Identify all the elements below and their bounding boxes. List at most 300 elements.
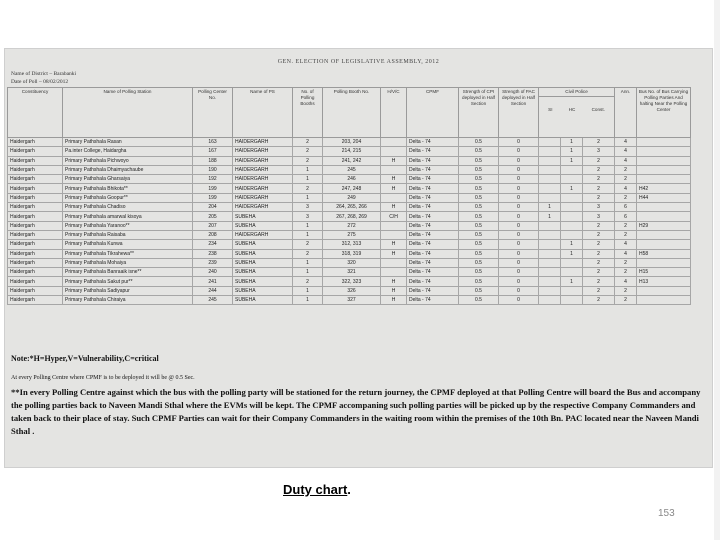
table-cell xyxy=(561,286,583,295)
table-cell: SUBEHA xyxy=(233,258,293,267)
table-cell: Haidergarh xyxy=(8,212,63,221)
table-cell: 264, 265, 266 xyxy=(323,203,381,212)
table-cell: H xyxy=(381,184,407,193)
table-cell xyxy=(561,230,583,239)
table-cell: C/H xyxy=(381,212,407,221)
table-cell xyxy=(637,240,691,249)
table-cell: Haidergarh xyxy=(8,221,63,230)
table-cell: Delta - 74 xyxy=(407,165,459,174)
table-cell: 2 xyxy=(615,268,637,277)
table-row xyxy=(8,221,691,230)
note-cpmf: At every Polling Centre where CPMF is to be deployed it will be @ 0.5 Sec. xyxy=(11,375,195,381)
header-cell: Strength of CPI deployed in Half Section xyxy=(459,88,499,138)
table-row xyxy=(8,147,691,156)
table-cell: H29 xyxy=(637,221,691,230)
table-cell: 2 xyxy=(293,240,323,249)
table-cell: 2 xyxy=(615,286,637,295)
table-cell: 0 xyxy=(499,175,539,184)
table-cell: 234 xyxy=(193,240,233,249)
note-bus-instructions: **In every Polling Centre against which the bus with the polling party will be stationed for the return journey, the CPMF deployed at that Polling Centre will board the Bus and accompany the polling parties back to Naveen Mandi Sthal where the EVMs will be kept. The CPMF accompaning such polling parties will be picked up by the respective Company Commanders and taken back to their place of stay. Such CPMF Parties can wait for their Company Commanders in the waiting room within the premises of the 10th Bn. PAC located near the Naveen Mandi Sthal . xyxy=(11,387,701,436)
table-cell xyxy=(637,203,691,212)
table-cell: 0.5 xyxy=(459,221,499,230)
table-cell: 0 xyxy=(499,240,539,249)
table-cell: HAIDERGARH xyxy=(233,165,293,174)
table-cell: 0 xyxy=(499,147,539,156)
table-cell: 6 xyxy=(615,203,637,212)
table-cell xyxy=(381,138,407,147)
table-cell: 4 xyxy=(615,184,637,193)
table-cell xyxy=(539,165,561,174)
table-cell xyxy=(637,175,691,184)
table-cell: HAIDERGARH xyxy=(233,230,293,239)
table-cell xyxy=(539,193,561,202)
table-cell xyxy=(561,296,583,305)
table-cell: SUBEHA xyxy=(233,268,293,277)
table-cell: 4 xyxy=(615,249,637,258)
table-cell xyxy=(539,230,561,239)
table-cell: 2 xyxy=(615,258,637,267)
table-cell: 0 xyxy=(499,286,539,295)
table-row xyxy=(8,203,691,212)
table-row xyxy=(8,175,691,184)
table-cell xyxy=(561,258,583,267)
table-cell: Primary Pathshala Sakut pur** xyxy=(63,277,193,286)
table-cell: 1 xyxy=(561,240,583,249)
table-cell: Primary Pathshala Tikrahewa** xyxy=(63,249,193,258)
header-cell: Ann. xyxy=(615,88,637,138)
table-cell: 1 xyxy=(561,138,583,147)
table-cell: 245 xyxy=(193,296,233,305)
table-cell: Haidergarh xyxy=(8,240,63,249)
table-cell: 1 xyxy=(293,175,323,184)
table-cell: HAIDERGARH xyxy=(233,147,293,156)
table-cell: HAIDERGARH xyxy=(233,203,293,212)
table-cell: 2 xyxy=(583,249,615,258)
table-cell: Delta - 74 xyxy=(407,221,459,230)
table-cell: 4 xyxy=(615,147,637,156)
table-cell: Primary Pathshala Chiraiya xyxy=(63,296,193,305)
table-cell xyxy=(539,296,561,305)
table-cell: Delta - 74 xyxy=(407,277,459,286)
table-cell: 2 xyxy=(583,138,615,147)
table-cell: SUBEHA xyxy=(233,221,293,230)
table-cell xyxy=(539,138,561,147)
table-cell xyxy=(561,203,583,212)
header-cell: Name of Polling Station xyxy=(63,88,193,138)
table-cell: 2 xyxy=(583,277,615,286)
table-cell: 1 xyxy=(561,147,583,156)
table-cell: 0.5 xyxy=(459,156,499,165)
table-cell: Delta - 74 xyxy=(407,184,459,193)
table-cell: 312, 313 xyxy=(323,240,381,249)
table-cell: 3 xyxy=(293,203,323,212)
table-cell: 1 xyxy=(561,184,583,193)
table-cell xyxy=(539,258,561,267)
table-cell: 1 xyxy=(293,296,323,305)
table-cell: Haidergarh xyxy=(8,193,63,202)
table-cell: 1 xyxy=(539,212,561,221)
table-cell: Primary Pathshala Rasan xyxy=(63,138,193,147)
table-cell: Delta - 74 xyxy=(407,212,459,221)
table-cell: 0.5 xyxy=(459,286,499,295)
table-cell: 321 xyxy=(323,268,381,277)
table-cell: 199 xyxy=(193,184,233,193)
table-row xyxy=(8,184,691,193)
table-cell: 0 xyxy=(499,212,539,221)
table-cell: 0 xyxy=(499,138,539,147)
table-cell: 3 xyxy=(583,203,615,212)
table-cell xyxy=(539,221,561,230)
header-cell: CPMF xyxy=(407,88,459,138)
table-cell: 272 xyxy=(323,221,381,230)
table-cell: 2 xyxy=(615,296,637,305)
table-cell: Primary Pathshala amarwal kisoya xyxy=(63,212,193,221)
table-cell: 2 xyxy=(293,184,323,193)
slide-caption xyxy=(283,482,351,497)
table-cell: 2 xyxy=(615,221,637,230)
table-cell: 0 xyxy=(499,277,539,286)
table-cell: 322, 323 xyxy=(323,277,381,286)
table-cell: 2 xyxy=(615,165,637,174)
civil-police-header xyxy=(539,88,615,138)
table-cell: 2 xyxy=(293,138,323,147)
table-cell: H44 xyxy=(637,193,691,202)
table-cell: 0.5 xyxy=(459,165,499,174)
table-cell: Delta - 74 xyxy=(407,138,459,147)
table-cell: Delta - 74 xyxy=(407,240,459,249)
table-cell: 0.5 xyxy=(459,230,499,239)
table-cell: 0.5 xyxy=(459,212,499,221)
table-cell: 2 xyxy=(583,240,615,249)
table-cell: Delta - 74 xyxy=(407,175,459,184)
table-cell xyxy=(637,296,691,305)
table-cell: 0 xyxy=(499,296,539,305)
table-cell: 1 xyxy=(293,258,323,267)
table-cell: 1 xyxy=(561,156,583,165)
table-cell: 0 xyxy=(499,156,539,165)
table-cell: 0.5 xyxy=(459,147,499,156)
table-row xyxy=(8,230,691,239)
table-cell xyxy=(561,268,583,277)
table-header-row xyxy=(8,88,691,138)
header-cell: No. of Polling Booths xyxy=(293,88,323,138)
table-cell: Primary Pathshala Pichwoyo xyxy=(63,156,193,165)
table-cell: 240 xyxy=(193,268,233,277)
table-cell: Primary Pathshala Kunwa xyxy=(63,240,193,249)
table-cell: 0.5 xyxy=(459,249,499,258)
table-cell: Primary Pathshala Bhikota** xyxy=(63,184,193,193)
table-cell: 275 xyxy=(323,230,381,239)
table-cell: 3 xyxy=(583,147,615,156)
table-cell: 1 xyxy=(539,203,561,212)
table-cell xyxy=(561,193,583,202)
table-cell: 0 xyxy=(499,258,539,267)
table-cell xyxy=(381,193,407,202)
table-cell xyxy=(637,286,691,295)
header-cell: Strength of PAC deployed in Half Section xyxy=(499,88,539,138)
table-cell: Delta - 74 xyxy=(407,268,459,277)
table-cell xyxy=(637,138,691,147)
table-cell xyxy=(561,212,583,221)
table-cell: 0 xyxy=(499,193,539,202)
polling-table xyxy=(7,87,691,305)
table-cell: H xyxy=(381,240,407,249)
table-cell xyxy=(381,230,407,239)
table-cell: 238 xyxy=(193,249,233,258)
table-cell: SUBEHA xyxy=(233,277,293,286)
table-cell: Haidergarh xyxy=(8,138,63,147)
table-cell: Delta - 74 xyxy=(407,193,459,202)
table-cell: Primary Pathshala Mohaiya xyxy=(63,258,193,267)
table-cell: 239 xyxy=(193,258,233,267)
table-cell: Haidergarh xyxy=(8,156,63,165)
table-cell: 0.5 xyxy=(459,240,499,249)
table-cell xyxy=(539,175,561,184)
table-cell: 2 xyxy=(583,156,615,165)
table-cell: 2 xyxy=(583,230,615,239)
table-cell: H xyxy=(381,286,407,295)
table-cell: 0.5 xyxy=(459,184,499,193)
table-cell: HAIDERGARH xyxy=(233,156,293,165)
table-cell: 318, 319 xyxy=(323,249,381,258)
table-cell: Haidergarh xyxy=(8,147,63,156)
table-cell: 1 xyxy=(293,165,323,174)
table-cell: Delta - 74 xyxy=(407,258,459,267)
table-cell: 0 xyxy=(499,268,539,277)
document-title: GEN. ELECTION OF LEGISLATIVE ASSEMBLY, 2012 xyxy=(277,59,440,65)
subheader-si: SI xyxy=(548,107,553,112)
table-cell: HAIDERGARH xyxy=(233,184,293,193)
table-cell xyxy=(539,277,561,286)
table-cell: 0.5 xyxy=(459,203,499,212)
table-cell: H xyxy=(381,156,407,165)
table-cell xyxy=(381,221,407,230)
table-cell: 1 xyxy=(293,230,323,239)
table-cell: SUBEHA xyxy=(233,249,293,258)
table-cell: H15 xyxy=(637,268,691,277)
table-cell: 241, 242 xyxy=(323,156,381,165)
table-cell: Haidergarh xyxy=(8,286,63,295)
table-cell xyxy=(561,221,583,230)
district-label: Name of District – Barabanki xyxy=(11,71,77,77)
civil-police-subheaders xyxy=(540,107,613,113)
table-cell: H42 xyxy=(637,184,691,193)
header-cell: H/V/C xyxy=(381,88,407,138)
note-legend: Note:*H=Hyper,V=Vulnerability,C=critical xyxy=(11,354,159,363)
scanned-document xyxy=(4,48,713,468)
table-cell: Haidergarh xyxy=(8,277,63,286)
table-cell: 199 xyxy=(193,193,233,202)
table-row xyxy=(8,286,691,295)
table-cell: 247, 248 xyxy=(323,184,381,193)
table-cell: Primary Pathshala Yaranoo** xyxy=(63,221,193,230)
table-cell: H xyxy=(381,277,407,286)
table-cell: 2 xyxy=(583,175,615,184)
header-cell: Polling Center No. xyxy=(193,88,233,138)
duty-chart-link[interactable]: Duty chart xyxy=(283,482,348,497)
table-row xyxy=(8,138,691,147)
table-cell: 0 xyxy=(499,203,539,212)
table-cell: SUBEHA xyxy=(233,296,293,305)
table-cell: Delta - 74 xyxy=(407,156,459,165)
table-cell: 244 xyxy=(193,286,233,295)
table-cell: 207 xyxy=(193,221,233,230)
table-cell: 241 xyxy=(193,277,233,286)
table-cell: 190 xyxy=(193,165,233,174)
table-cell: 245 xyxy=(323,165,381,174)
table-cell: 3 xyxy=(293,212,323,221)
subheader-const: Const. xyxy=(591,107,605,112)
table-cell: Primary Pathshala Gharsaiya xyxy=(63,175,193,184)
table-cell xyxy=(637,212,691,221)
table-cell xyxy=(539,240,561,249)
table-cell: 188 xyxy=(193,156,233,165)
table-cell xyxy=(561,175,583,184)
table-cell: 1 xyxy=(561,249,583,258)
table-cell: 4 xyxy=(615,156,637,165)
table-cell: Pa.inter College, Haidargha xyxy=(63,147,193,156)
page-number: 153 xyxy=(658,508,675,519)
table-cell: 320 xyxy=(323,258,381,267)
table-cell xyxy=(637,156,691,165)
table-cell xyxy=(637,258,691,267)
table-body xyxy=(8,138,691,305)
table-cell xyxy=(539,268,561,277)
header-cell: Polling Booth No. xyxy=(323,88,381,138)
table-cell: 208 xyxy=(193,230,233,239)
table-cell: SUBEHA xyxy=(233,286,293,295)
table-row xyxy=(8,193,691,202)
table-cell: 203, 204 xyxy=(323,138,381,147)
table-row xyxy=(8,212,691,221)
table-cell: 1 xyxy=(293,286,323,295)
table-cell: 2 xyxy=(615,193,637,202)
table-row xyxy=(8,277,691,286)
table-cell: 2 xyxy=(583,286,615,295)
table-cell: 0 xyxy=(499,249,539,258)
table-cell: 2 xyxy=(583,165,615,174)
table-cell: Haidergarh xyxy=(8,165,63,174)
table-cell: 2 xyxy=(583,268,615,277)
table-cell: HAIDERGARH xyxy=(233,138,293,147)
table-cell: 1 xyxy=(293,268,323,277)
table-cell: 1 xyxy=(293,193,323,202)
table-cell: H58 xyxy=(637,249,691,258)
table-cell: 2 xyxy=(615,175,637,184)
table-cell: 0.5 xyxy=(459,193,499,202)
table-cell: 267, 268, 269 xyxy=(323,212,381,221)
table-cell: Haidergarh xyxy=(8,296,63,305)
table-cell: HAIDERGARH xyxy=(233,175,293,184)
header-cell: Bus No. of Bus Carrying Polling Parties And halting Near the Polling Center xyxy=(637,88,691,138)
table-cell: 0 xyxy=(499,221,539,230)
table-cell: 2 xyxy=(583,221,615,230)
table-cell: 249 xyxy=(323,193,381,202)
table-cell: 0.5 xyxy=(459,175,499,184)
table-cell: Haidergarh xyxy=(8,249,63,258)
table-cell: 214, 215 xyxy=(323,147,381,156)
table-cell: Primary Pathshala Dhaimyachaube xyxy=(63,165,193,174)
table-cell: 0.5 xyxy=(459,277,499,286)
table-cell: 2 xyxy=(583,193,615,202)
table-row xyxy=(8,268,691,277)
table-cell: Haidergarh xyxy=(8,258,63,267)
table-cell: 326 xyxy=(323,286,381,295)
table-cell xyxy=(381,147,407,156)
table-cell: HAIDERGARH xyxy=(233,193,293,202)
table-cell: 2 xyxy=(293,249,323,258)
table-cell xyxy=(381,268,407,277)
table-cell xyxy=(539,184,561,193)
table-cell: H13 xyxy=(637,277,691,286)
table-cell: Delta - 74 xyxy=(407,230,459,239)
table-cell: H xyxy=(381,175,407,184)
table-cell: Primary Pathshala Banraaik isne** xyxy=(63,268,193,277)
table-cell xyxy=(637,230,691,239)
table-cell: Haidergarh xyxy=(8,203,63,212)
table-cell: 2 xyxy=(293,156,323,165)
caption-suffix: . xyxy=(347,482,351,497)
table-cell: 192 xyxy=(193,175,233,184)
table-row xyxy=(8,296,691,305)
table-cell: 2 xyxy=(293,277,323,286)
poll-date-label: Date of Poll – 08/02/2012 xyxy=(11,79,69,85)
table-cell: 4 xyxy=(615,240,637,249)
table-cell xyxy=(381,258,407,267)
table-cell xyxy=(561,165,583,174)
table-cell: 0 xyxy=(499,184,539,193)
table-row xyxy=(8,240,691,249)
table-cell: 163 xyxy=(193,138,233,147)
table-row xyxy=(8,156,691,165)
header-cell: Constituency xyxy=(8,88,63,138)
subheader-hc: HC xyxy=(568,107,576,112)
notes-section xyxy=(11,354,711,438)
table-cell: 246 xyxy=(323,175,381,184)
table-cell: Delta - 74 xyxy=(407,249,459,258)
table-cell: 204 xyxy=(193,203,233,212)
table-cell: 2 xyxy=(583,258,615,267)
table-cell: H xyxy=(381,249,407,258)
table-cell: Delta - 74 xyxy=(407,203,459,212)
table-cell: 4 xyxy=(615,138,637,147)
header-cell: Name of PS xyxy=(233,88,293,138)
table-cell: SUBEHA xyxy=(233,240,293,249)
table-row xyxy=(8,258,691,267)
table-cell: 2 xyxy=(615,230,637,239)
table-cell: 327 xyxy=(323,296,381,305)
table-cell: 1 xyxy=(561,277,583,286)
table-cell: Delta - 74 xyxy=(407,147,459,156)
table-cell: H xyxy=(381,296,407,305)
table-row xyxy=(8,249,691,258)
table-cell xyxy=(539,147,561,156)
table-cell: SUBEHA xyxy=(233,212,293,221)
table-cell: Primary Pathshala Goopur** xyxy=(63,193,193,202)
table-cell xyxy=(381,165,407,174)
table-cell: 2 xyxy=(293,147,323,156)
table-cell xyxy=(637,165,691,174)
table-cell: Delta - 74 xyxy=(407,286,459,295)
table-cell: 0.5 xyxy=(459,296,499,305)
table-cell: 0.5 xyxy=(459,138,499,147)
table-cell: 4 xyxy=(615,277,637,286)
table-cell: 167 xyxy=(193,147,233,156)
table-cell: H xyxy=(381,203,407,212)
table-cell: 0.5 xyxy=(459,258,499,267)
table-cell: Haidergarh xyxy=(8,230,63,239)
table-cell: 2 xyxy=(583,184,615,193)
